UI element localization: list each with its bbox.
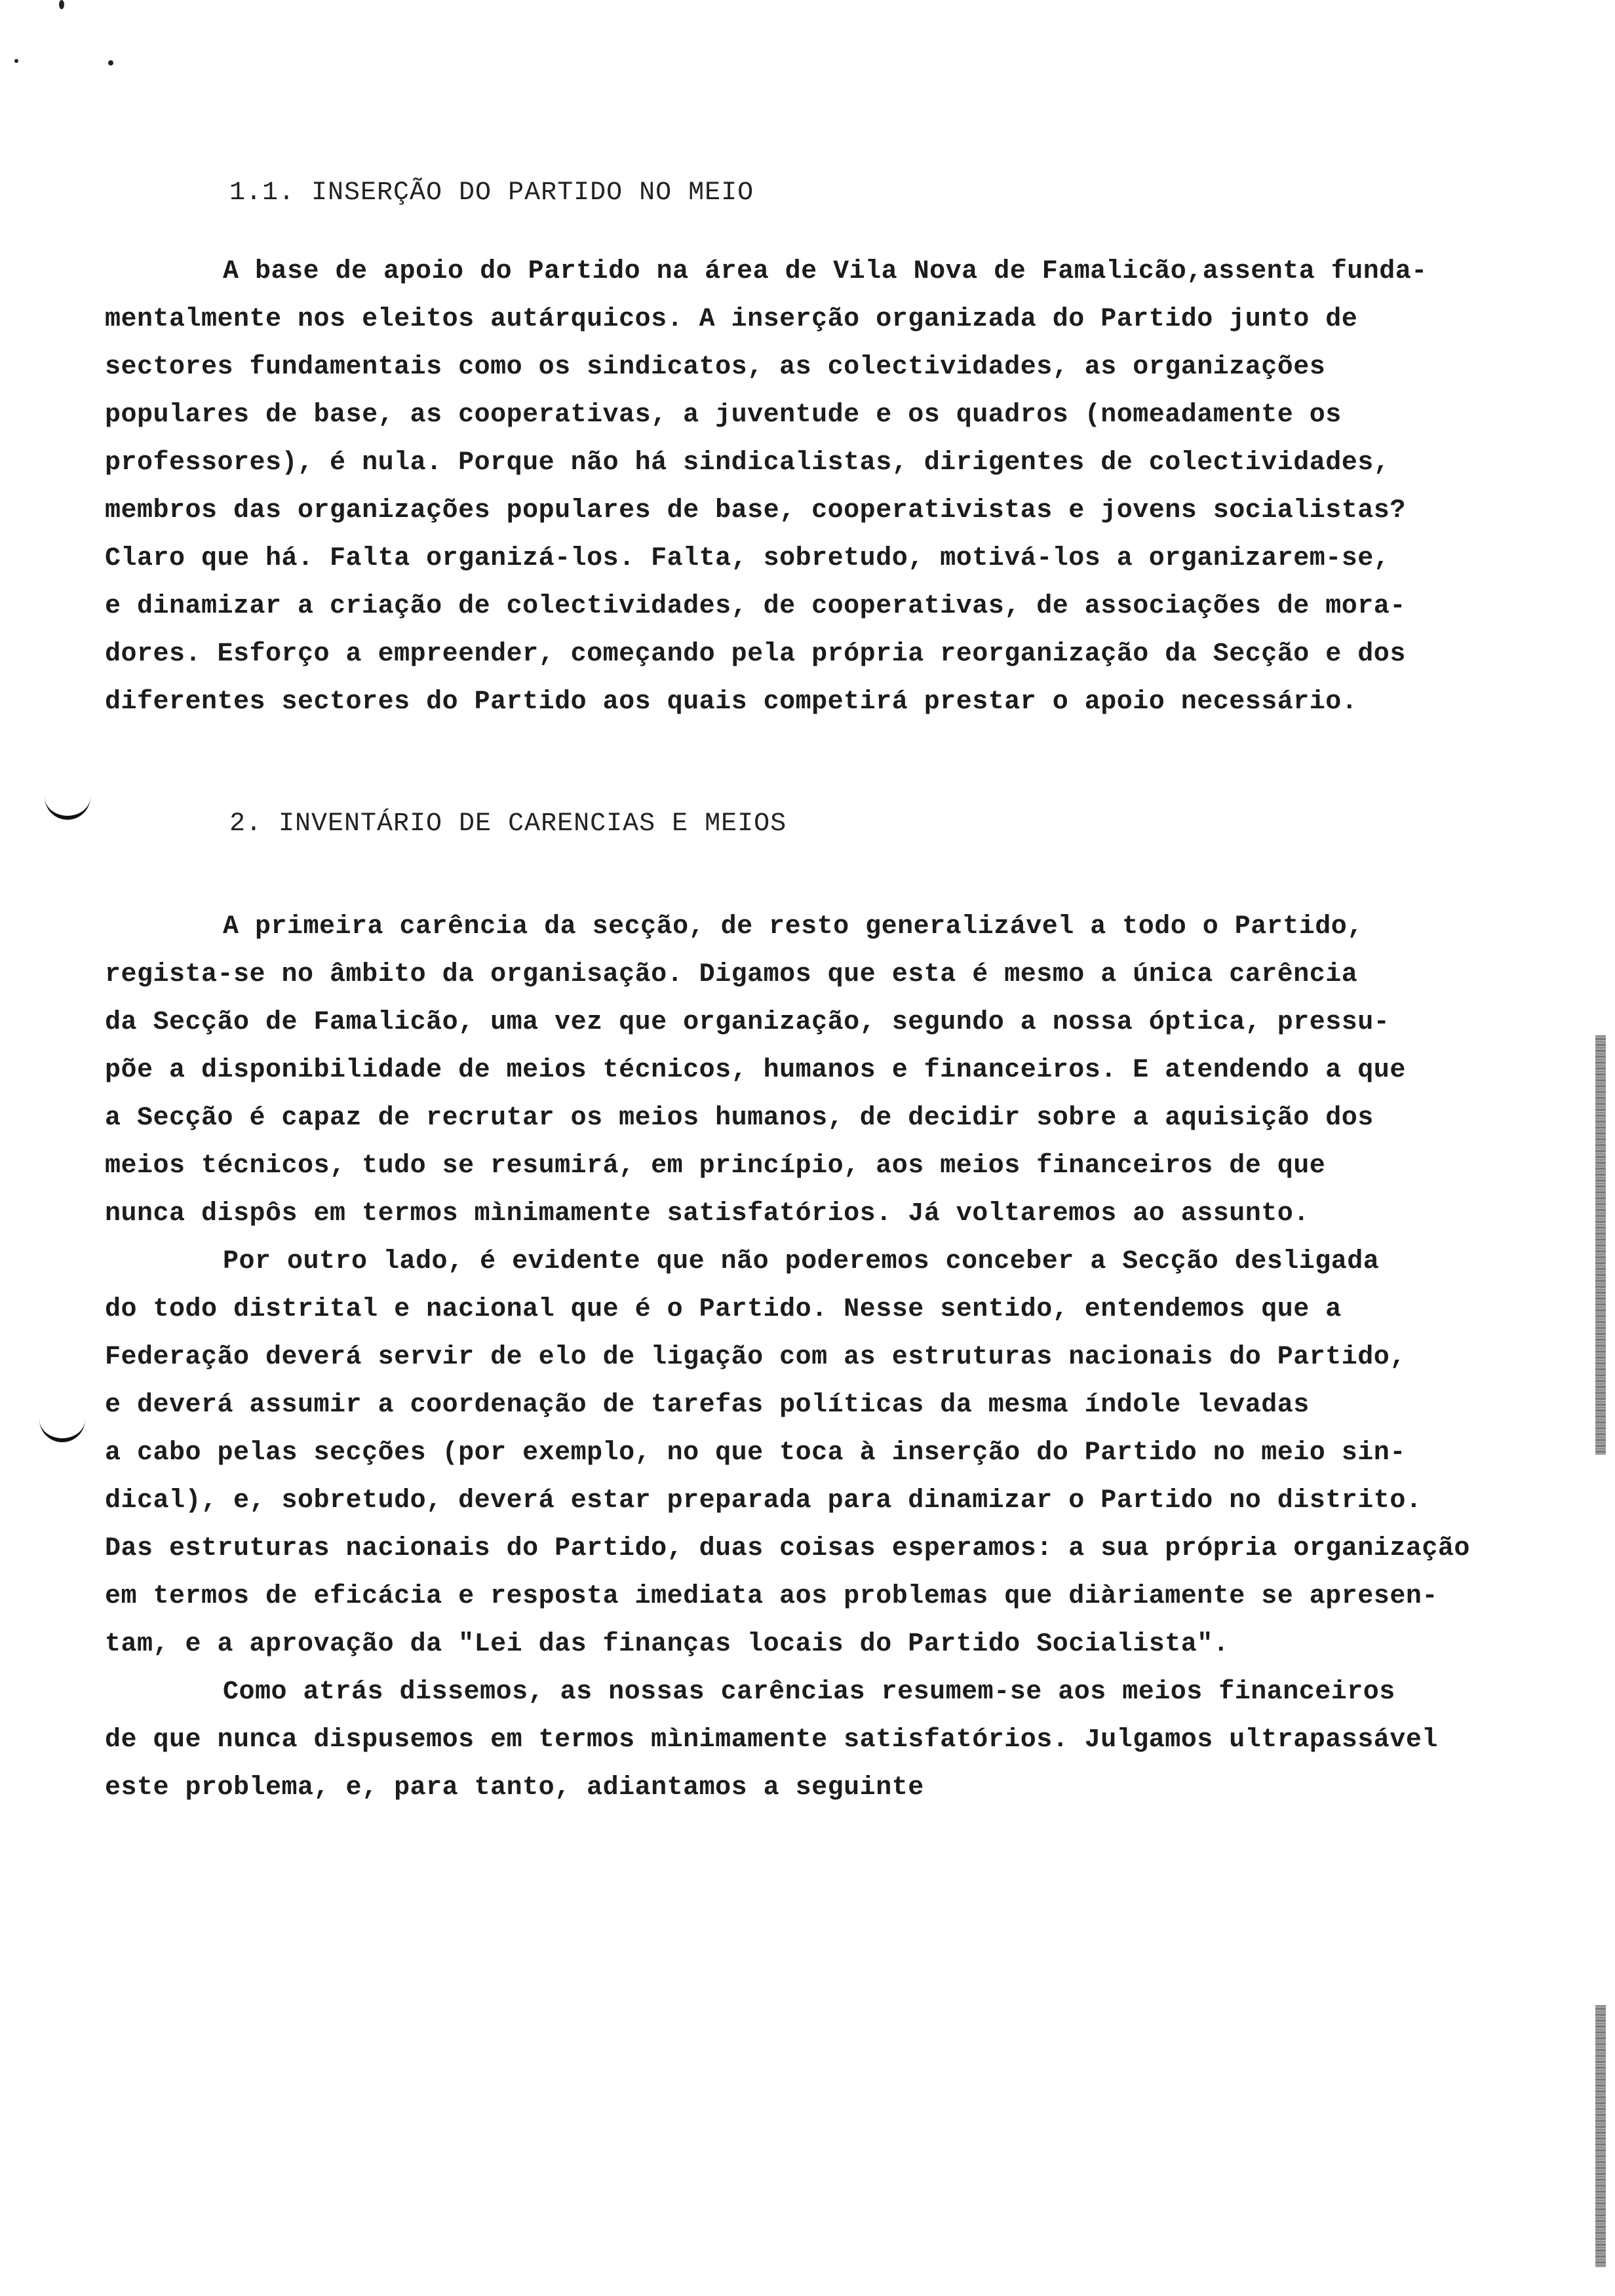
text-line: regista-se no âmbito da organisação. Digamos que esta é mesmo a única carência [105,960,1358,989]
section-2-paragraph-2 [105,1238,1547,1668]
text-line: membros das organizações populares de base, cooperativistas e jovens socialistas? [105,496,1406,526]
text-line: Como atrás dissemos, as nossas carências resumem-se aos meios financeiros [223,1677,1395,1707]
scan-edge-strip [1595,2005,1606,2267]
text-line: dores. Esforço a empreender, começando pela própria reorganização da Secção e dos [105,640,1406,669]
text-line: Das estruturas nacionais do Partido, duas coisas esperamos: a sua própria organização [105,1534,1470,1563]
text-line: A primeira carência da secção, de resto generalizável a todo o Partido, [223,912,1363,942]
text-line: dical), e, sobretudo, deverá estar preparada para dinamizar o Partido no distrito. [105,1486,1422,1516]
section-1-1-paragraph [105,248,1547,726]
section-heading-2: 2. INVENTÁRIO DE CARENCIAS E MEIOS [229,809,787,839]
section-heading-1-1: 1.1. INSERÇÃO DO PARTIDO NO MEIO [229,178,754,208]
text-line: Federação deverá servir de elo de ligação com as estruturas nacionais do Partido, [105,1343,1406,1372]
scan-speck [59,0,64,9]
text-line: populares de base, as cooperativas, a juventude e os quadros (nomeadamente os [105,400,1342,430]
text-line: a Secção é capaz de recrutar os meios humanos, de decidir sobre a aquisição dos [105,1103,1374,1133]
margin-bracket-mark [45,790,90,820]
scan-speck [14,59,18,63]
margin-bracket-mark [39,1412,85,1442]
text-line: professores), é nula. Porque não há sindicalistas, dirigentes de colectividades, [105,448,1390,478]
text-line: e dinamizar a criação de colectividades, de cooperativas, de associações de mora- [105,592,1406,621]
text-line: em termos de eficácia e resposta imediata aos problemas que diàriamente se apresen- [105,1582,1438,1611]
section-2-paragraph-3 [105,1668,1547,1812]
text-line: Por outro lado, é evidente que não poderemos conceber a Secção desligada [223,1247,1380,1276]
scan-speck [108,60,113,66]
text-line: diferentes sectores do Partido aos quais competirá prestar o apoio necessário. [105,687,1358,717]
text-line: de que nunca dispusemos em termos mìnimamente satisfatórios. Julgamos ultrapassável [105,1725,1438,1755]
text-line: a cabo pelas secções (por exemplo, no que toca à inserção do Partido no meio sin- [105,1438,1406,1468]
text-line: põe a disponibilidade de meios técnicos, humanos e financeiros. E atendendo a que [105,1056,1406,1085]
text-line: do todo distrital e nacional que é o Partido. Nesse sentido, entendemos que a [105,1295,1342,1324]
text-line: da Secção de Famalicão, uma vez que organização, segundo a nossa óptica, pressu- [105,1008,1390,1037]
text-line: tam, e a aprovação da "Lei das finanças locais do Partido Socialista". [105,1630,1230,1659]
text-line: sectores fundamentais como os sindicatos, as colectividades, as organizações [105,353,1326,382]
text-line: nunca dispôs em termos mìnimamente satisfatórios. Já voltaremos ao assunto. [105,1199,1310,1229]
text-line: mentalmente nos eleitos autárquicos. A inserção organizada do Partido junto de [105,305,1358,334]
section-2-paragraph-1 [105,903,1547,1238]
text-line: este problema, e, para tanto, adiantamos a seguinte [105,1773,924,1803]
text-line: Claro que há. Falta organizá-los. Falta, sobretudo, motivá-los a organizarem-se, [105,544,1390,573]
text-line: A base de apoio do Partido na área de Vila Nova de Famalicão,assenta funda- [223,257,1428,286]
text-line: e deverá assumir a coordenação de tarefas políticas da mesma índole levadas [105,1390,1310,1420]
text-line: meios técnicos, tudo se resumirá, em princípio, aos meios financeiros de que [105,1151,1326,1181]
scan-edge-strip [1595,1035,1606,1455]
